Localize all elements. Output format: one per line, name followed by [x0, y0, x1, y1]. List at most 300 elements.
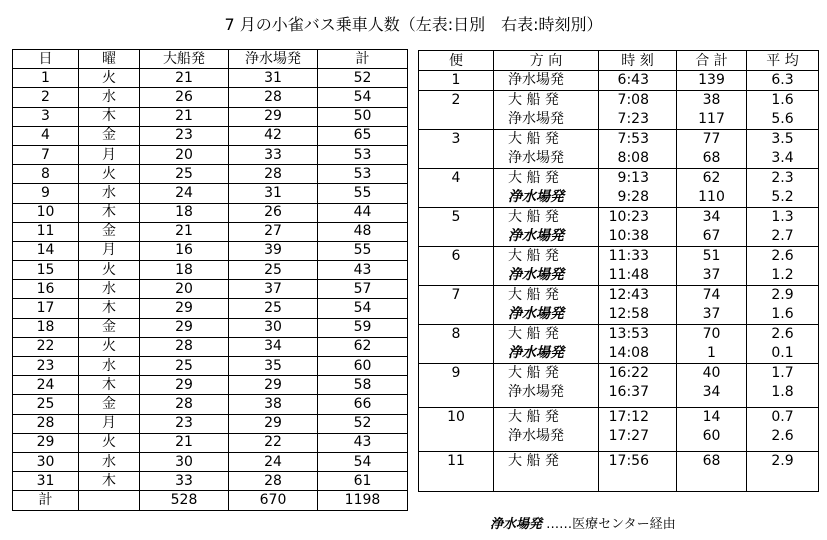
- hourly-ridership-table: [418, 50, 819, 492]
- cell-time-line: 14:08: [608, 345, 649, 361]
- col-header-time: 時 刻: [599, 51, 677, 71]
- cell-average-line: 0.7: [771, 409, 794, 425]
- cell-direction-line: 浄水場発: [508, 228, 564, 244]
- total-total: 1198: [318, 491, 408, 510]
- cell-johsuijo: 29: [229, 376, 318, 395]
- cell-ofuna: 30: [140, 452, 229, 471]
- table-row: [13, 107, 408, 126]
- cell-weekday: 木: [79, 203, 140, 222]
- cell-total: 57: [318, 280, 408, 299]
- cell-johsuijo: 29: [229, 414, 318, 433]
- cell-time: [599, 364, 677, 408]
- cell-sum-line: 74: [702, 287, 721, 303]
- cell-time-line: 12:58: [608, 306, 649, 322]
- cell-day: 23: [13, 357, 79, 376]
- cell-total: 58: [318, 376, 408, 395]
- cell-direction-line: 大 船 発: [508, 287, 559, 303]
- cell-ofuna: 28: [140, 395, 229, 414]
- cell-direction: [494, 364, 599, 408]
- cell-weekday: 金: [79, 126, 140, 145]
- bus-group-row: [419, 169, 819, 208]
- table-row: [13, 241, 408, 260]
- cell-day: 15: [13, 261, 79, 280]
- table-row: [13, 299, 408, 318]
- cell-sum: [677, 91, 747, 130]
- cell-ofuna: 18: [140, 261, 229, 280]
- cell-direction: [494, 208, 599, 247]
- bus-group-row: [419, 325, 819, 364]
- cell-total: 55: [318, 184, 408, 203]
- cell-time-line: 17:27: [608, 428, 649, 444]
- cell-day: 31: [13, 472, 79, 491]
- cell-average-line: 5.6: [771, 111, 794, 127]
- daily-header-row: [13, 50, 408, 69]
- cell-weekday: 水: [79, 452, 140, 471]
- cell-average-line: 3.4: [771, 150, 794, 166]
- cell-weekday: 火: [79, 337, 140, 356]
- cell-johsuijo: 29: [229, 107, 318, 126]
- cell-direction-line: 大 船 発: [508, 209, 559, 225]
- cell-weekday: 金: [79, 318, 140, 337]
- daily-ridership-table: [12, 49, 408, 511]
- table-row: [13, 414, 408, 433]
- cell-day: 7: [13, 145, 79, 164]
- cell-johsuijo: 38: [229, 395, 318, 414]
- cell-time-line: 10:38: [608, 228, 649, 244]
- col-header-ofuna: 大船発: [140, 50, 229, 69]
- cell-day: 25: [13, 395, 79, 414]
- table-row: [13, 337, 408, 356]
- cell-johsuijo: 27: [229, 222, 318, 241]
- cell-weekday: 月: [79, 145, 140, 164]
- cell-total: 55: [318, 241, 408, 260]
- cell-average: [747, 91, 819, 130]
- cell-johsuijo: 25: [229, 261, 318, 280]
- cell-average-line: 6.3: [771, 72, 794, 88]
- cell-day: 17: [13, 299, 79, 318]
- cell-direction-line: 浄水場発: [508, 428, 564, 444]
- cell-average: [747, 364, 819, 408]
- cell-time-line: 16:37: [608, 384, 649, 400]
- cell-sum: [677, 325, 747, 364]
- cell-average-line: 2.6: [771, 248, 794, 264]
- cell-average-line: 2.9: [771, 453, 794, 469]
- cell-time-line: 12:43: [608, 287, 649, 303]
- cell-average: [747, 130, 819, 169]
- cell-time: [599, 452, 677, 492]
- cell-bin: 10: [419, 408, 494, 452]
- cell-average-line: 2.9: [771, 287, 794, 303]
- cell-johsuijo: 26: [229, 203, 318, 222]
- cell-sum-line: 70: [702, 326, 721, 342]
- cell-direction-line: 大 船 発: [508, 170, 559, 186]
- bus-group-row: [419, 452, 819, 492]
- cell-time-line: 7:53: [617, 131, 649, 147]
- cell-direction-line: 浄水場発: [508, 345, 564, 361]
- cell-bin: 4: [419, 169, 494, 208]
- cell-sum-line: 38: [702, 92, 721, 108]
- cell-johsuijo: 37: [229, 280, 318, 299]
- footnote: [490, 513, 676, 532]
- cell-direction-line: 浄水場発: [508, 111, 564, 127]
- cell-bin: 5: [419, 208, 494, 247]
- cell-bin: 1: [419, 71, 494, 91]
- cell-weekday: 水: [79, 88, 140, 107]
- col-header-sum: 合 計: [677, 51, 747, 71]
- cell-day: 8: [13, 165, 79, 184]
- table-row: [13, 165, 408, 184]
- cell-bin: 6: [419, 247, 494, 286]
- cell-time-line: 6:43: [617, 72, 649, 88]
- bus-group-row: [419, 130, 819, 169]
- footnote-keyword: 浄水場発: [490, 517, 543, 532]
- cell-total: 52: [318, 69, 408, 88]
- cell-sum-line: 110: [698, 189, 725, 205]
- cell-time-line: 11:48: [608, 267, 649, 283]
- cell-johsuijo: 31: [229, 184, 318, 203]
- cell-sum: [677, 286, 747, 325]
- cell-direction-line: 浄水場発: [508, 72, 564, 88]
- cell-weekday: 月: [79, 414, 140, 433]
- cell-average: [747, 325, 819, 364]
- cell-weekday: 月: [79, 241, 140, 260]
- cell-sum-line: 37: [702, 306, 721, 322]
- cell-weekday: 木: [79, 472, 140, 491]
- cell-direction: [494, 408, 599, 452]
- cell-weekday: 火: [79, 261, 140, 280]
- total-weekday: [79, 491, 140, 510]
- cell-direction: [494, 71, 599, 91]
- cell-day: 22: [13, 337, 79, 356]
- cell-sum-line: 68: [702, 453, 721, 469]
- cell-weekday: 木: [79, 376, 140, 395]
- cell-weekday: 火: [79, 165, 140, 184]
- cell-johsuijo: 42: [229, 126, 318, 145]
- cell-ofuna: 28: [140, 337, 229, 356]
- cell-johsuijo: 24: [229, 452, 318, 471]
- cell-average-line: 1.2: [771, 267, 794, 283]
- col-header-direction: 方 向: [494, 51, 599, 71]
- cell-time: [599, 408, 677, 452]
- table-row: [13, 69, 408, 88]
- cell-johsuijo: 39: [229, 241, 318, 260]
- cell-total: 52: [318, 414, 408, 433]
- cell-johsuijo: 22: [229, 433, 318, 452]
- cell-sum: [677, 130, 747, 169]
- cell-bin: 3: [419, 130, 494, 169]
- cell-weekday: 水: [79, 280, 140, 299]
- cell-average-line: 1.7: [771, 365, 794, 381]
- cell-sum: [677, 71, 747, 91]
- cell-ofuna: 29: [140, 376, 229, 395]
- cell-day: 28: [13, 414, 79, 433]
- table-row: [13, 126, 408, 145]
- cell-sum: [677, 364, 747, 408]
- cell-time-line: 9:13: [617, 170, 649, 186]
- bus-group-row: [419, 364, 819, 408]
- table-row: [13, 222, 408, 241]
- table-row: [13, 184, 408, 203]
- table-row: [13, 318, 408, 337]
- cell-time: [599, 91, 677, 130]
- cell-ofuna: 26: [140, 88, 229, 107]
- cell-direction-line: 浄水場発: [508, 384, 564, 400]
- cell-total: 48: [318, 222, 408, 241]
- total-ofuna: 528: [140, 491, 229, 510]
- cell-average: [747, 71, 819, 91]
- cell-average: [747, 208, 819, 247]
- table-row: [13, 357, 408, 376]
- cell-day: 11: [13, 222, 79, 241]
- hourly-header-row: [419, 51, 819, 71]
- table-row: [13, 472, 408, 491]
- cell-day: 14: [13, 241, 79, 260]
- cell-time: [599, 247, 677, 286]
- cell-average-line: 1.6: [771, 92, 794, 108]
- cell-direction-line: 大 船 発: [508, 248, 559, 264]
- table-row: [13, 203, 408, 222]
- cell-direction-line: 浄水場発: [508, 150, 564, 166]
- cell-johsuijo: 33: [229, 145, 318, 164]
- cell-average: [747, 408, 819, 452]
- cell-ofuna: 20: [140, 145, 229, 164]
- cell-sum-line: 1: [707, 345, 716, 361]
- cell-direction-line: 大 船 発: [508, 92, 559, 108]
- col-header-average: 平 均: [747, 51, 819, 71]
- cell-ofuna: 21: [140, 222, 229, 241]
- cell-total: 60: [318, 357, 408, 376]
- cell-day: 16: [13, 280, 79, 299]
- cell-bin: 11: [419, 452, 494, 492]
- cell-average-line: 5.2: [771, 189, 794, 205]
- cell-ofuna: 29: [140, 299, 229, 318]
- cell-average-line: 0.1: [771, 345, 794, 361]
- cell-total: 65: [318, 126, 408, 145]
- cell-sum: [677, 208, 747, 247]
- cell-weekday: 火: [79, 69, 140, 88]
- cell-sum-line: 117: [698, 111, 725, 127]
- cell-time-line: 7:23: [617, 111, 649, 127]
- bus-group-row: [419, 91, 819, 130]
- cell-time-line: 7:08: [617, 92, 649, 108]
- cell-direction-line: 浄水場発: [508, 189, 564, 205]
- cell-direction-line: 大 船 発: [508, 131, 559, 147]
- cell-sum-line: 62: [702, 170, 721, 186]
- cell-ofuna: 25: [140, 165, 229, 184]
- page-title: 7 月の小雀バス乗車人数（左表:日別 右表:時刻別）: [224, 15, 603, 34]
- cell-direction-line: 大 船 発: [508, 326, 559, 342]
- cell-ofuna: 25: [140, 357, 229, 376]
- cell-average: [747, 169, 819, 208]
- cell-sum: [677, 247, 747, 286]
- cell-day: 9: [13, 184, 79, 203]
- cell-johsuijo: 35: [229, 357, 318, 376]
- total-johsuijo: 670: [229, 491, 318, 510]
- cell-direction-line: 浄水場発: [508, 267, 564, 283]
- cell-day: 3: [13, 107, 79, 126]
- cell-sum: [677, 408, 747, 452]
- cell-sum-line: 51: [702, 248, 721, 264]
- cell-total: 43: [318, 433, 408, 452]
- cell-ofuna: 29: [140, 318, 229, 337]
- cell-johsuijo: 34: [229, 337, 318, 356]
- cell-direction-line: 浄水場発: [508, 306, 564, 322]
- cell-sum-line: 60: [702, 428, 721, 444]
- cell-time-line: 11:33: [608, 248, 649, 264]
- cell-direction-line: 大 船 発: [508, 365, 559, 381]
- table-row: [13, 261, 408, 280]
- col-header-day: 日: [13, 50, 79, 69]
- cell-average-line: 1.8: [771, 384, 794, 400]
- cell-sum-line: 34: [702, 209, 721, 225]
- cell-day: 10: [13, 203, 79, 222]
- cell-average-line: 2.6: [771, 428, 794, 444]
- cell-time-line: 8:08: [617, 150, 649, 166]
- cell-ofuna: 21: [140, 433, 229, 452]
- table-row: [13, 145, 408, 164]
- cell-direction: [494, 325, 599, 364]
- cell-average: [747, 452, 819, 492]
- cell-sum-line: 139: [698, 72, 725, 88]
- cell-total: 54: [318, 452, 408, 471]
- cell-weekday: 木: [79, 299, 140, 318]
- cell-ofuna: 21: [140, 69, 229, 88]
- cell-sum-line: 77: [702, 131, 721, 147]
- cell-time-line: 9:28: [617, 189, 649, 205]
- cell-total: 62: [318, 337, 408, 356]
- cell-weekday: 火: [79, 433, 140, 452]
- cell-total: 66: [318, 395, 408, 414]
- cell-average: [747, 247, 819, 286]
- cell-time-line: 17:12: [608, 409, 649, 425]
- bus-group-row: [419, 286, 819, 325]
- cell-day: 4: [13, 126, 79, 145]
- cell-direction-line: 大 船 発: [508, 409, 559, 425]
- cell-time-line: 16:22: [608, 365, 649, 381]
- col-header-total: 計: [318, 50, 408, 69]
- cell-sum-line: 14: [702, 409, 721, 425]
- cell-total: 50: [318, 107, 408, 126]
- cell-direction: [494, 169, 599, 208]
- cell-total: 53: [318, 145, 408, 164]
- cell-day: 18: [13, 318, 79, 337]
- cell-time-line: 13:53: [608, 326, 649, 342]
- cell-day: 1: [13, 69, 79, 88]
- cell-ofuna: 21: [140, 107, 229, 126]
- cell-ofuna: 24: [140, 184, 229, 203]
- cell-bin: 9: [419, 364, 494, 408]
- cell-ofuna: 23: [140, 414, 229, 433]
- cell-total: 59: [318, 318, 408, 337]
- cell-total: 53: [318, 165, 408, 184]
- cell-ofuna: 16: [140, 241, 229, 260]
- cell-johsuijo: 30: [229, 318, 318, 337]
- cell-time: [599, 325, 677, 364]
- cell-weekday: 水: [79, 357, 140, 376]
- cell-time: [599, 71, 677, 91]
- cell-average: [747, 286, 819, 325]
- table-row: [13, 452, 408, 471]
- cell-day: 24: [13, 376, 79, 395]
- cell-ofuna: 23: [140, 126, 229, 145]
- cell-sum-line: 68: [702, 150, 721, 166]
- cell-direction: [494, 91, 599, 130]
- col-header-bin: 便: [419, 51, 494, 71]
- col-header-weekday: 曜: [79, 50, 140, 69]
- cell-johsuijo: 25: [229, 299, 318, 318]
- cell-weekday: 金: [79, 222, 140, 241]
- cell-bin: 8: [419, 325, 494, 364]
- cell-time: [599, 208, 677, 247]
- cell-time-line: 17:56: [608, 453, 649, 469]
- cell-ofuna: 20: [140, 280, 229, 299]
- footnote-text: ……医療センター経由: [546, 517, 676, 532]
- bus-group-row: [419, 71, 819, 91]
- cell-direction: [494, 286, 599, 325]
- cell-day: 30: [13, 452, 79, 471]
- cell-bin: 2: [419, 91, 494, 130]
- cell-johsuijo: 31: [229, 69, 318, 88]
- cell-average-line: 2.3: [771, 170, 794, 186]
- cell-time: [599, 286, 677, 325]
- bus-group-row: [419, 208, 819, 247]
- cell-total: 61: [318, 472, 408, 491]
- table-row: [13, 395, 408, 414]
- cell-sum-line: 40: [702, 365, 721, 381]
- bus-group-row: [419, 247, 819, 286]
- cell-time: [599, 169, 677, 208]
- table-row: [13, 433, 408, 452]
- total-day: 計: [13, 491, 79, 510]
- cell-day: 29: [13, 433, 79, 452]
- cell-total: 44: [318, 203, 408, 222]
- cell-average-line: 3.5: [771, 131, 794, 147]
- cell-direction: [494, 452, 599, 492]
- cell-direction: [494, 247, 599, 286]
- cell-sum: [677, 169, 747, 208]
- cell-direction: [494, 130, 599, 169]
- cell-total: 43: [318, 261, 408, 280]
- table-row: [13, 280, 408, 299]
- cell-ofuna: 33: [140, 472, 229, 491]
- total-row: [13, 491, 408, 510]
- bus-group-row: [419, 408, 819, 452]
- cell-total: 54: [318, 88, 408, 107]
- cell-weekday: 木: [79, 107, 140, 126]
- cell-sum: [677, 452, 747, 492]
- cell-sum-line: 34: [702, 384, 721, 400]
- cell-total: 54: [318, 299, 408, 318]
- cell-average-line: 2.6: [771, 326, 794, 342]
- cell-johsuijo: 28: [229, 88, 318, 107]
- cell-johsuijo: 28: [229, 472, 318, 491]
- cell-weekday: 金: [79, 395, 140, 414]
- cell-day: 2: [13, 88, 79, 107]
- cell-bin: 7: [419, 286, 494, 325]
- cell-johsuijo: 28: [229, 165, 318, 184]
- cell-sum-line: 67: [702, 228, 721, 244]
- table-row: [13, 376, 408, 395]
- cell-ofuna: 18: [140, 203, 229, 222]
- table-row: [13, 88, 408, 107]
- col-header-johsuijo: 浄水場発: [229, 50, 318, 69]
- cell-direction-line: 大 船 発: [508, 453, 559, 469]
- cell-sum-line: 37: [702, 267, 721, 283]
- cell-time: [599, 130, 677, 169]
- cell-time-line: 10:23: [608, 209, 649, 225]
- cell-average-line: 1.6: [771, 306, 794, 322]
- cell-average-line: 1.3: [771, 209, 794, 225]
